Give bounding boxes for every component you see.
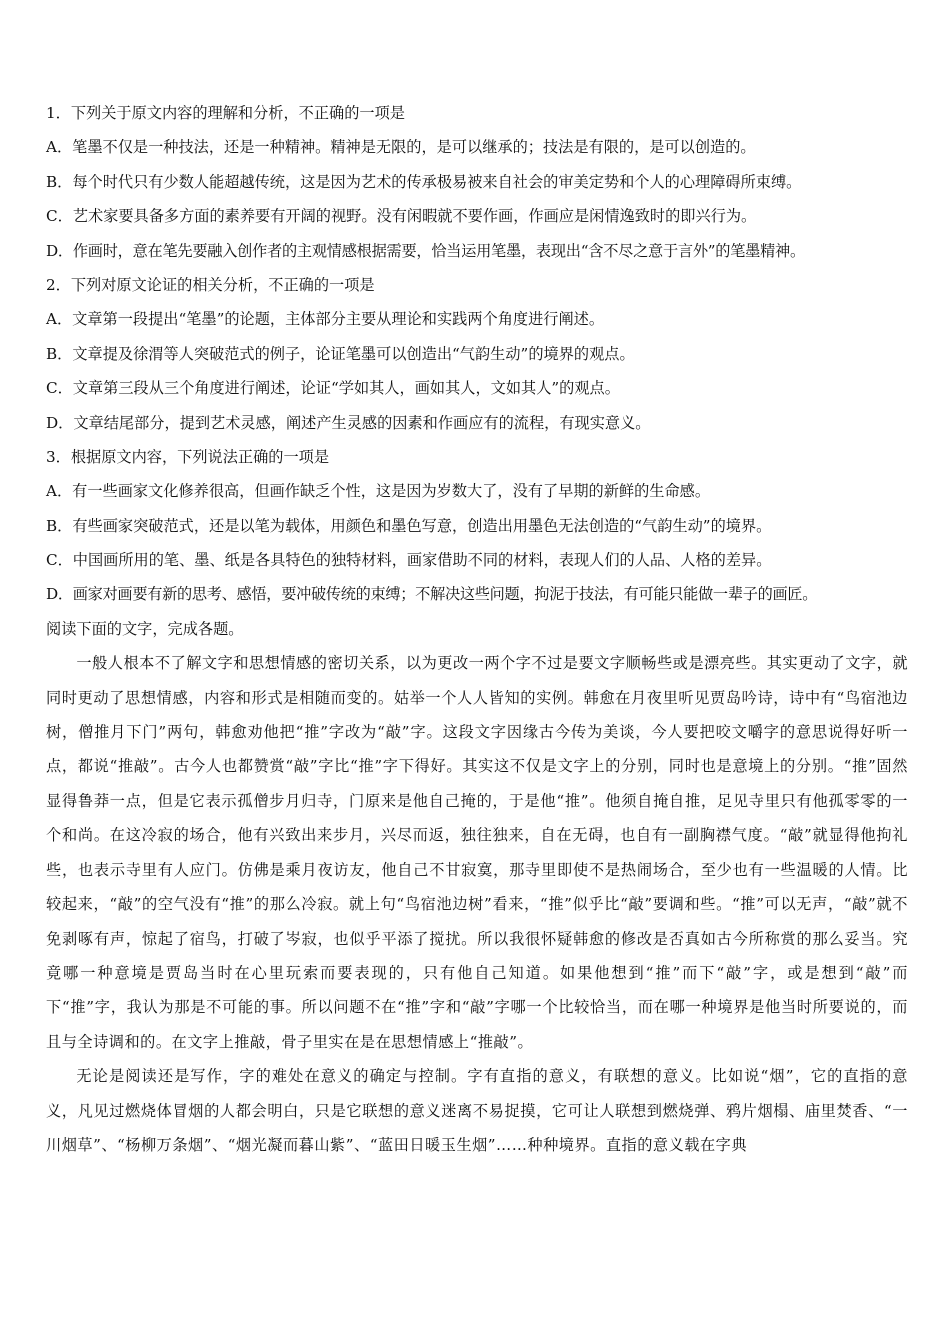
passage-paragraph: 一般人根本不了解文字和思想情感的密切关系，以为更改一两个字不过是要文字顺畅些或是漂亮些。其实更动了文字，就同时更动了思想情感，内容和形式是相随而变的。姑举一个人人皆知的实例。韩愈在月夜里听见贾岛吟诗，诗中有“鸟宿池边树，僧推月下门”两句，韩愈劝他把“推”字改为“敲”字。这段文字因缘古今传为美谈，今人要把咬文嚼字的意思说得好听一点，都说“推敲”。古今人也都赞赏“敲”字比“推”字下得好。其实这不仅是文字上的分别，同时也是意境上的分别。“推”固然显得鲁莽一点，但是它表示孤僧步月归寺，门原来是他自己掩的，于是他“推”。他须自掩自推，足见寺里只有他孤零零的一个和尚。在这冷寂的场合，他有兴致出来步月，兴尽而返，独往独来，自在无碍，也自有一副胸襟气度。“敲”就显得他拘礼些，也表示寺里有人应门。仿佛是乘月夜访友，他自己不甘寂寞，那寺里即使不是热闹场合，至少也有一些温暖的人情。比较起来，“敲”的空气没有“推”的那么冷寂。就上句“鸟宿池边树”看来，“推”似乎比“敲”要调和些。“推”可以无声，“敲”就不免剥啄有声，惊起了宿鸟，打破了岑寂，也似乎平添了搅扰。所以我很怀疑韩愈的修改是否真如古今所称赏的那么妥当。究竟哪一种意境是贾岛当时在心里玩索而要表现的，只有他自己知道。如果他想到“推”而下“敲”字，或是想到“敲”而下“推”字，我认为那是不可能的事。所以问题不在“推”字和“敲”字哪一个比较恰当，而在哪一种境界是他当时所要说的，而且与全诗调和的。在文字上推敲，骨子里实在是在思想情感上“推敲”。 xyxy=(46,654,908,1051)
option-a: A．笔墨不仅是一种技法，还是一种精神。精神是无限的，是可以继承的；技法是有限的，是可以创造的。 xyxy=(46,138,756,157)
reading-passage xyxy=(46,646,908,1162)
option-a: A．文章第一段提出“笔墨”的论题，主体部分主要从理论和实践两个角度进行阐述。 xyxy=(46,310,605,329)
question-3 xyxy=(46,440,908,612)
option-b: B．文章提及徐渭等人突破范式的例子，论证笔墨可以创造出“气韵生动”的境界的观点。 xyxy=(46,344,635,363)
option-c: C．艺术家要具备多方面的素养要有开阔的视野。没有闲暇就不要作画，作画应是闲情逸致时的即兴行为。 xyxy=(46,207,757,226)
question-1 xyxy=(46,96,908,268)
question-stem: 2．下列对原文论证的相关分析，不正确的一项是 xyxy=(46,275,375,294)
option-d: D．作画时，意在笔先要融入创作者的主观情感根据需要，恰当运用笔墨，表现出“含不尽之意于言外”的笔墨精神。 xyxy=(46,241,805,260)
option-c: C．中国画所用的笔、墨、纸是各具特色的独特材料，画家借助不同的材料，表现人们的人品、人格的差异。 xyxy=(46,551,772,570)
reading-instruction: 阅读下面的文字，完成各题。 xyxy=(46,619,244,638)
question-stem: 3．根据原文内容，下列说法正确的一项是 xyxy=(46,447,330,466)
option-a: A．有一些画家文化修养很高，但画作缺乏个性，这是因为岁数大了，没有了早期的新鲜的生命感。 xyxy=(46,482,711,501)
option-d: D．画家对画要有新的思考、感悟，要冲破传统的束缚；不解决这些问题，拘泥于技法，有可能只能做一辈子的画匠。 xyxy=(46,585,818,604)
option-c: C．文章第三段从三个角度进行阐述，论证“学如其人，画如其人，文如其人”的观点。 xyxy=(46,379,620,398)
option-b: B．每个时代只有少数人能超越传统，这是因为艺术的传承极易被来自社会的审美定势和个人的心理障碍所束缚。 xyxy=(46,172,802,191)
passage-paragraph: 无论是阅读还是写作，字的难处在意义的确定与控制。字有直指的意义，有联想的意义。比如说“烟”，它的直指的意义，凡见过燃烧体冒烟的人都会明白，只是它联想的意义迷离不易捉摸，它可让人联想到燃烧弹、鸦片烟榻、庙里焚香、“一川烟草”、“杨柳万条烟”、“烟光凝而暮山紫”、“蓝田日暖玉生烟”……种种境界。直指的意义载在字典 xyxy=(46,1067,908,1154)
option-d: D．文章结尾部分，提到艺术灵感，阐述产生灵感的因素和作画应有的流程，有现实意义。 xyxy=(46,413,651,432)
question-2 xyxy=(46,268,908,440)
question-stem: 1．下列关于原文内容的理解和分析，不正确的一项是 xyxy=(46,104,405,122)
option-b: B．有些画家突破范式，还是以笔为载体，用颜色和墨色写意，创造出用墨色无法创造的“气韵生动”的境界。 xyxy=(46,516,772,535)
exam-page xyxy=(46,96,908,1162)
